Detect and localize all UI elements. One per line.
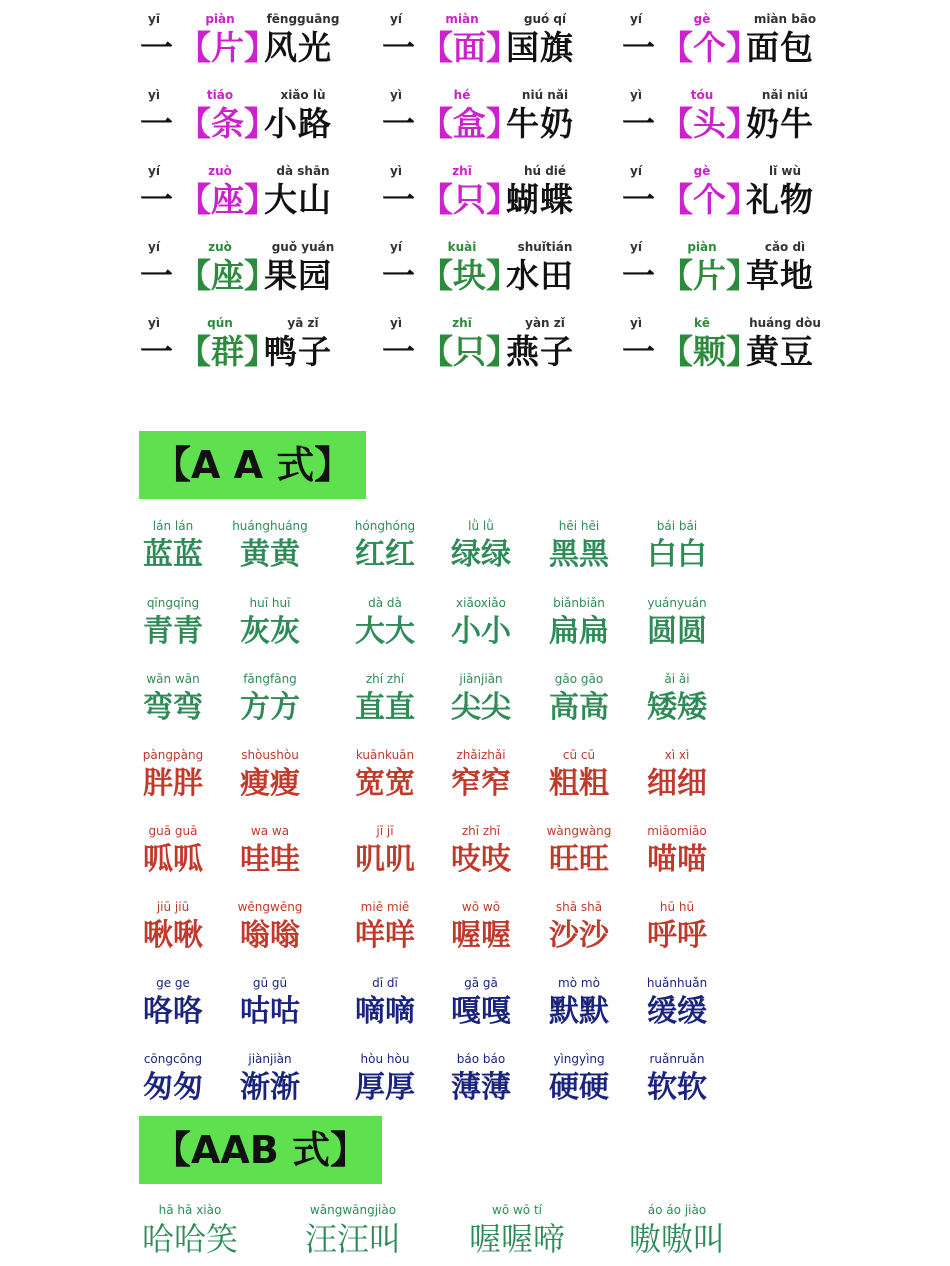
aa-word [225,748,325,822]
aa-word-hanzi: 缓缓 [647,994,707,1029]
aa-word [436,748,536,822]
pinyin-yi: yí [630,164,642,178]
aa-word [534,596,634,670]
aa-word-pinyin: jiānjiān [459,672,503,686]
aa-word-pinyin: xiǎoxiǎo [456,596,506,610]
aab-word-pinyin: hā hā xiào [158,1203,222,1217]
hanzi-yi: 一 [382,332,415,371]
aa-word-hanzi: 匆匆 [143,1070,203,1105]
aa-word [632,1052,732,1126]
aa-word-pinyin: wa wa [250,824,290,838]
aa-word [436,672,536,746]
aa-word-pinyin: gāo gāo [554,672,604,686]
measure-word-phrase [382,240,602,310]
aa-word-pinyin: ge ge [156,976,190,990]
pinyin-yi: yí [630,240,642,254]
aa-word [340,748,440,822]
aa-word-hanzi: 粗粗 [549,766,609,801]
aa-word-pinyin: zhī zhī [461,824,501,838]
aa-word [534,900,634,974]
aa-word-hanzi: 嘎嘎 [451,994,511,1029]
pinyin-measure-word: hé [453,88,471,102]
pinyin-yi: yí [630,12,642,26]
aa-word-hanzi: 啾啾 [143,918,203,953]
aa-word [632,748,732,822]
aa-word-pinyin: zhí zhí [365,672,405,686]
hanzi-measure-word: 【个】 [660,28,759,67]
aab-word-pinyin: áo áo jiào [647,1203,707,1217]
hanzi-measure-word: 【片】 [660,256,759,295]
aa-word [128,1052,228,1126]
aa-word-hanzi: 蓝蓝 [143,537,203,572]
aa-word-hanzi: 薄薄 [451,1070,511,1105]
measure-word-phrase [140,88,360,158]
aab-word [278,1203,448,1263]
aa-word-hanzi: 呱呱 [143,842,203,877]
hanzi-noun: 草地 [746,256,814,295]
pinyin-measure-word: piàn [205,12,235,26]
aa-word-hanzi: 咩咩 [355,918,415,953]
aa-word-hanzi: 喔喔 [451,918,511,953]
aa-heading: 【A A 式】 [139,431,366,499]
measure-word-phrase [622,88,842,158]
aa-word-pinyin: wēngwēng [237,900,303,914]
pinyin-yi: yì [148,316,160,330]
aab-word-hanzi: 嗷嗷叫 [628,1220,725,1258]
pinyin-yi: yì [390,316,402,330]
pinyin-measure-word: piàn [687,240,717,254]
hanzi-measure-word: 【座】 [178,256,277,295]
pinyin-measure-word: kē [693,316,711,330]
aa-word [225,596,325,670]
aa-word-pinyin: fāngfāng [243,672,297,686]
aa-word [128,519,228,593]
aa-word-hanzi: 红红 [355,537,415,572]
aa-word-pinyin: xì xì [664,748,690,762]
pinyin-measure-word: miàn [445,12,479,26]
aa-word [632,900,732,974]
aa-word-hanzi: 细细 [647,766,707,801]
aa-word-hanzi: 呼呼 [647,918,707,953]
aa-word [128,672,228,746]
aa-word [225,824,325,898]
aa-word-pinyin: wàngwàng [546,824,612,838]
aa-word-hanzi: 厚厚 [355,1070,415,1105]
hanzi-noun: 面包 [746,28,814,67]
aa-word-hanzi: 窄窄 [451,766,511,801]
aa-word-pinyin: biǎnbiǎn [553,596,605,610]
aa-word-pinyin: hēi hēi [558,519,600,533]
aa-word-pinyin: cōngcōng [143,1052,203,1066]
aa-word [340,519,440,593]
aa-word [225,976,325,1050]
pinyin-yi: yì [390,88,402,102]
aa-word [436,824,536,898]
aa-word-pinyin: wō wō [461,900,501,914]
hanzi-measure-word: 【颗】 [660,332,759,371]
aa-word-hanzi: 直直 [355,690,415,725]
hanzi-yi: 一 [622,256,655,295]
aa-word-pinyin: miē miē [360,900,410,914]
aab-heading: 【AAB 式】 [139,1116,382,1184]
aa-word-hanzi: 扁扁 [549,614,609,649]
hanzi-yi: 一 [140,28,173,67]
measure-word-phrase [140,316,360,386]
aa-word [225,672,325,746]
pinyin-yi: yí [390,240,402,254]
measure-word-phrase [622,316,842,386]
pinyin-noun: guǒ yuán [271,240,335,254]
measure-word-phrase [140,164,360,234]
aa-word-pinyin: dà dà [368,596,402,610]
pinyin-yi: yì [630,88,642,102]
aa-word [436,900,536,974]
hanzi-measure-word: 【只】 [420,332,519,371]
aa-word-pinyin: dī dī [372,976,398,990]
hanzi-measure-word: 【群】 [178,332,277,371]
pinyin-measure-word: zuò [208,164,232,178]
pinyin-measure-word: qún [207,316,233,330]
measure-word-phrase [382,164,602,234]
aa-word [632,976,732,1050]
aa-word-pinyin: hū hū [659,900,695,914]
aa-word-hanzi: 白白 [647,537,707,572]
hanzi-noun: 燕子 [506,332,574,371]
hanzi-noun: 风光 [264,28,332,67]
aa-word-hanzi: 硬硬 [549,1070,609,1105]
aa-word-hanzi: 宽宽 [355,766,415,801]
aa-word-pinyin: gū gū [252,976,288,990]
aa-word [534,672,634,746]
hanzi-yi: 一 [140,180,173,219]
measure-word-phrase [622,12,842,82]
aa-word [340,672,440,746]
aa-word [534,824,634,898]
measure-word-phrase [622,164,842,234]
pinyin-noun: lǐ wù [768,164,802,178]
measure-word-phrase [382,316,602,386]
pinyin-noun: cǎo dì [764,240,806,254]
aa-word-pinyin: zhǎizhǎi [456,748,506,762]
pinyin-noun: dà shān [276,164,330,178]
pinyin-noun: nǎi niú [761,88,809,102]
aa-word-pinyin: qīngqīng [146,596,200,610]
hanzi-noun: 奶牛 [746,104,814,143]
hanzi-yi: 一 [140,104,173,143]
aa-word-hanzi: 黑黑 [549,537,609,572]
aa-word-pinyin: jī jī [376,824,394,838]
hanzi-yi: 一 [382,28,415,67]
aa-word-hanzi: 尖尖 [451,690,511,725]
pinyin-noun: xiǎo lù [280,88,326,102]
aa-word-pinyin: huánghuáng [232,519,308,533]
aa-word-pinyin: báo báo [456,1052,506,1066]
pinyin-noun: hú dié [523,164,567,178]
pinyin-yi: yì [390,164,402,178]
hanzi-yi: 一 [622,28,655,67]
aab-word-pinyin: wāngwāngjiào [309,1203,397,1217]
pinyin-noun: huáng dòu [749,316,821,330]
aa-word-hanzi: 软软 [647,1070,707,1105]
aa-word [436,596,536,670]
hanzi-yi: 一 [622,104,655,143]
measure-word-phrase [382,88,602,158]
hanzi-yi: 一 [622,180,655,219]
aa-word [632,824,732,898]
aa-word-hanzi: 咕咕 [240,994,300,1029]
measure-word-phrase [622,240,842,310]
aa-word [340,596,440,670]
pinyin-measure-word: zhī [452,316,472,330]
aa-word-hanzi: 沙沙 [549,918,609,953]
pinyin-noun: shuǐtián [517,240,573,254]
hanzi-yi: 一 [382,180,415,219]
aa-word [225,519,325,593]
aa-word-hanzi: 哇哇 [240,842,300,877]
aa-word-pinyin: lǜ lǜ [468,519,494,533]
hanzi-noun: 蝴蝶 [506,180,574,219]
aa-word-hanzi: 小小 [451,614,511,649]
aab-word-hanzi: 喔喔啼 [468,1220,565,1258]
pinyin-noun: yàn zǐ [525,316,565,330]
aa-word [225,1052,325,1126]
aa-word-hanzi: 默默 [549,994,609,1029]
aa-word-pinyin: hòu hòu [360,1052,410,1066]
aa-word-hanzi: 大大 [355,614,415,649]
aab-word-hanzi: 哈哈笑 [141,1220,238,1258]
pinyin-yi: yì [630,316,642,330]
aa-word-pinyin: ǎi ǎi [664,672,690,686]
aa-word-hanzi: 旺旺 [549,842,609,877]
hanzi-noun: 水田 [506,256,574,295]
hanzi-yi: 一 [622,332,655,371]
hanzi-noun: 礼物 [746,180,814,219]
aa-word-hanzi: 胖胖 [143,766,203,801]
pinyin-yi: yí [390,12,402,26]
aa-word-pinyin: hónghóng [354,519,416,533]
aa-word-pinyin: yuányuán [647,596,707,610]
pinyin-measure-word: tiáo [206,88,234,102]
aa-word-hanzi: 黄黄 [240,537,300,572]
aa-word-hanzi: 矮矮 [647,690,707,725]
aa-word-hanzi: 叽叽 [355,842,415,877]
aa-word [534,1052,634,1126]
pinyin-noun: yā zǐ [287,316,319,330]
hanzi-noun: 鸭子 [264,332,332,371]
aa-word-pinyin: lán lán [152,519,194,533]
measure-word-phrase [140,240,360,310]
aa-word-hanzi: 吱吱 [451,842,511,877]
aa-word [128,596,228,670]
aa-word-hanzi: 咯咯 [143,994,203,1029]
hanzi-measure-word: 【块】 [420,256,519,295]
pinyin-yi: yí [148,240,160,254]
pinyin-measure-word: gè [693,164,711,178]
hanzi-noun: 牛奶 [506,104,574,143]
measure-word-phrase [382,12,602,82]
aa-word [632,519,732,593]
aa-word-pinyin: gā gā [464,976,498,990]
hanzi-measure-word: 【片】 [178,28,277,67]
aa-word-pinyin: wān wān [146,672,200,686]
aa-word-pinyin: shā shā [555,900,603,914]
aab-word-hanzi: 汪汪叫 [304,1220,401,1258]
aa-word [340,976,440,1050]
aa-word-pinyin: bái bái [656,519,698,533]
aa-word [340,1052,440,1126]
aab-word [602,1203,772,1263]
aa-word-hanzi: 瘦瘦 [240,766,300,801]
aa-word-pinyin: ruǎnruǎn [649,1052,705,1066]
pinyin-yi: yī [148,12,160,26]
aab-word-pinyin: wō wō tí [492,1203,542,1217]
pinyin-noun: niú nǎi [521,88,569,102]
hanzi-noun: 果园 [264,256,332,295]
aa-word-pinyin: shòushòu [241,748,299,762]
aab-word [115,1203,285,1263]
aa-word-hanzi: 渐渐 [240,1070,300,1105]
hanzi-measure-word: 【个】 [660,180,759,219]
pinyin-measure-word: zhī [452,164,472,178]
aa-word [128,900,228,974]
aa-word-hanzi: 圆圆 [647,614,707,649]
aa-word-hanzi: 方方 [240,690,300,725]
aa-word [436,1052,536,1126]
aa-word-pinyin: huī huī [249,596,291,610]
pinyin-noun: miàn bāo [753,12,817,26]
aa-word-pinyin: guā guā [148,824,198,838]
aa-word [128,824,228,898]
aa-word-pinyin: mò mò [558,976,600,990]
pinyin-measure-word: zuò [208,240,232,254]
pinyin-yi: yì [148,88,160,102]
aa-word [436,519,536,593]
aa-word-hanzi: 绿绿 [451,537,511,572]
aa-word [128,976,228,1050]
aa-word [340,824,440,898]
aa-word [632,596,732,670]
pinyin-measure-word: gè [693,12,711,26]
aa-word-hanzi: 弯弯 [143,690,203,725]
aa-word-hanzi: 青青 [143,614,203,649]
hanzi-yi: 一 [140,256,173,295]
pinyin-measure-word: tóu [690,88,714,102]
aa-word-pinyin: jiū jiū [156,900,190,914]
aa-word [534,976,634,1050]
aa-word [534,748,634,822]
hanzi-measure-word: 【只】 [420,180,519,219]
aa-word-hanzi: 嘀嘀 [355,994,415,1029]
measure-word-phrase [140,12,360,82]
aa-word-hanzi: 嗡嗡 [240,918,300,953]
hanzi-noun: 黄豆 [746,332,814,371]
hanzi-yi: 一 [140,332,173,371]
aa-word [632,672,732,746]
pinyin-noun: fēngguāng [266,12,340,26]
aa-word [225,900,325,974]
hanzi-measure-word: 【头】 [660,104,759,143]
aa-word-hanzi: 喵喵 [647,842,707,877]
hanzi-measure-word: 【盒】 [420,104,519,143]
hanzi-noun: 国旗 [506,28,574,67]
hanzi-measure-word: 【条】 [178,104,277,143]
pinyin-measure-word: kuài [447,240,477,254]
aa-word [534,519,634,593]
hanzi-yi: 一 [382,104,415,143]
aa-word-pinyin: kuānkuān [355,748,415,762]
aa-word-pinyin: cū cū [562,748,596,762]
aa-word-pinyin: miāomiāo [647,824,707,838]
hanzi-measure-word: 【面】 [420,28,519,67]
pinyin-yi: yí [148,164,160,178]
aa-word-pinyin: yìngyìng [553,1052,605,1066]
hanzi-measure-word: 【座】 [178,180,277,219]
aa-word-pinyin: huǎnhuǎn [646,976,708,990]
aa-word-hanzi: 灰灰 [240,614,300,649]
aa-word [340,900,440,974]
aa-word [128,748,228,822]
hanzi-noun: 大山 [264,180,332,219]
aa-word-pinyin: jiànjiàn [248,1052,292,1066]
aa-word-hanzi: 高高 [549,690,609,725]
aa-word-pinyin: pàngpàng [142,748,204,762]
aa-word [436,976,536,1050]
pinyin-noun: guó qí [523,12,567,26]
hanzi-noun: 小路 [264,104,332,143]
hanzi-yi: 一 [382,256,415,295]
aab-word [442,1203,612,1263]
